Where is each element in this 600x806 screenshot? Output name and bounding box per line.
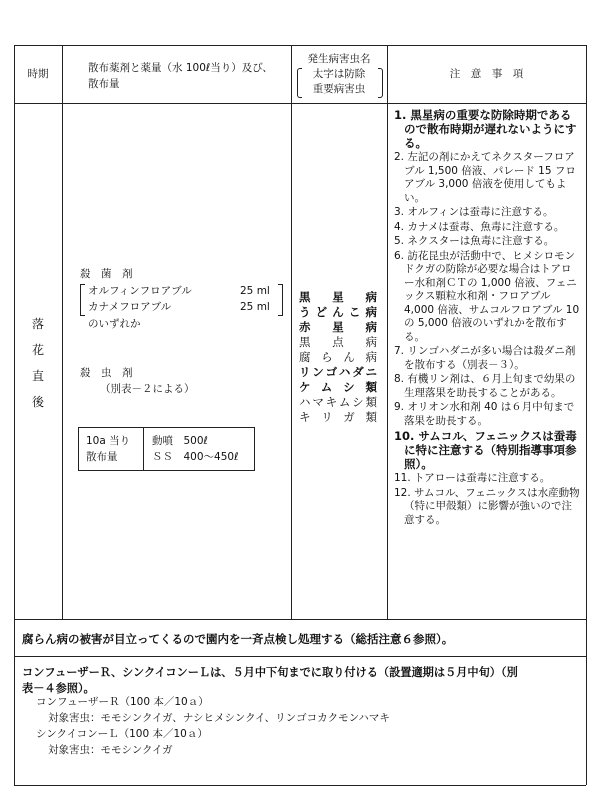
note-item: 4. カナメは蚕毒、魚毒に注意する。: [394, 220, 565, 233]
pest-item: うどんこ病: [299, 305, 377, 319]
notes-list: [394, 108, 581, 528]
insecticide-reference: （別表－２による）: [100, 383, 195, 395]
pest-item: ケムシ類: [299, 380, 377, 394]
table-right-border: [586, 45, 587, 785]
header-notes: 注 意 事 項: [449, 68, 524, 80]
period-char: 後: [31, 395, 44, 409]
volume-ss: ＳＳ 400～450ℓ: [152, 451, 239, 463]
main-bottom-border: [14, 619, 586, 620]
pest-item: 腐らん病: [299, 350, 377, 364]
volume-sprayer: 動噴 500ℓ: [152, 435, 208, 447]
note-item: 7. リンゴハダニが多い場合は殺ダニ剤を散布する（別表－３）。: [394, 345, 576, 371]
footer-confuser-line2: 表－４参照）。: [22, 682, 95, 695]
header-bottom-border: [14, 103, 586, 104]
note-item: 6. 訪花昆虫が活動中で、ヒメシロモンドクガの防除が必要な場合はトアロー水和剤ＣＴの 1,000 倍液、フェニックス顆粒水和剤・フロアブル 4,000 倍液、サムコルフロアブル 10 の 5,000 倍液のいずれかを散布する。: [394, 249, 580, 343]
fungicide-heading: 殺 菌 剤: [80, 268, 133, 280]
note-item: 11. トアローは蚕毒に注意する。: [394, 472, 551, 484]
pest-item: ハマキムシ類: [299, 395, 377, 409]
note-item: 9. オリオン水和剤 40 は６月中旬まで落果を助長する。: [394, 401, 575, 427]
header-chemicals: 散布薬剤と薬量（水 100ℓ当り）及び、散布量: [88, 62, 273, 90]
note-item: 2. 左記の剤にかえてネクスターフロアブル 1,500 倍液、パレード 15 フロアブル 3,000 倍液を使用してもよい。: [394, 151, 576, 204]
footer1-bottom-border: [14, 656, 586, 657]
footer-confuser-r: コンフューザーＲ（100 本／10ａ）: [36, 696, 209, 708]
column-divider-1: [62, 45, 63, 619]
header-pests-title: 発生病害虫名: [307, 53, 371, 65]
fungicide-amount: 25 ml: [240, 301, 270, 313]
header-pests-sub1: 太字は防除: [312, 68, 366, 80]
fungicide-amount: 25 ml: [240, 285, 270, 297]
table-left-border: [14, 45, 15, 785]
pest-item: 黒点病: [299, 335, 377, 349]
footer-confuser-r-target: 対象害虫：モモシンクイガ、ナシヒメシンクイ、リンゴコカクモンハマキ: [48, 712, 390, 724]
pest-item: 赤星病: [299, 320, 377, 334]
fungicide-name: カナメフロアブル: [88, 301, 172, 313]
note-item: 10. サムコル、フェニックスは蚕毒に特に注意する（特別指導事項参照）。: [394, 429, 577, 471]
note-item: 3. オルフィンは蚕毒に注意する。: [394, 206, 554, 218]
note-item: 1. 黒星病の重要な防除時期であるので散布時期が遅れないようにする。: [394, 108, 577, 150]
footer-canker-note: 腐らん病の被害が目立ってくるので園内を一斉点検し処理する（総括注意６参照）。: [22, 632, 454, 646]
volume-label: 10a 当り: [86, 435, 131, 447]
volume-box-divider: [143, 427, 144, 471]
period-char: 落: [31, 317, 44, 331]
insecticide-heading: 殺 虫 剤: [80, 367, 133, 379]
header-pests-sub2: 重要病害虫: [312, 83, 366, 95]
table-bottom-border: [14, 785, 586, 786]
footer-shinkuicon-l-target: 対象害虫：モモシンクイガ: [48, 744, 173, 756]
period-char: 花: [31, 343, 44, 357]
footer-shinkuicon-l: シンクイコンーＬ（100 本／10ａ）: [36, 728, 208, 740]
period-char: 直: [31, 369, 44, 383]
footer-confuser-line1: コンフューザーＲ、シンクイコンーＬは、５月中下旬までに取り付ける（設置適期は５月中旬）（別: [22, 666, 518, 679]
column-divider-3: [387, 45, 388, 619]
fungicide-name: オルフィンフロアブル: [88, 285, 192, 297]
fungicide-bracket-left: [80, 284, 85, 316]
table-top-border: [14, 45, 586, 46]
fungicide-bracket-right: [278, 284, 283, 316]
fungicide-either: のいずれか: [88, 318, 141, 330]
pest-item: 黒星病: [299, 290, 377, 304]
pest-item: リンゴハダニ: [299, 365, 377, 379]
note-item: 5. ネクスターは魚毒に注意する。: [394, 235, 555, 247]
note-item: 8. 有機リン剤は、６月上旬まで幼果の生理落果を助長することがある。: [394, 373, 576, 399]
column-divider-2: [291, 45, 292, 619]
pest-item: キリガ類: [299, 410, 377, 424]
note-item: 12. サムコル、フェニックスは水産動物（特に甲殻類）に影響が強いので注意する。: [394, 486, 580, 526]
volume-label: 散布量: [86, 451, 118, 463]
volume-box: [78, 427, 255, 471]
header-period: 時期: [27, 68, 49, 80]
